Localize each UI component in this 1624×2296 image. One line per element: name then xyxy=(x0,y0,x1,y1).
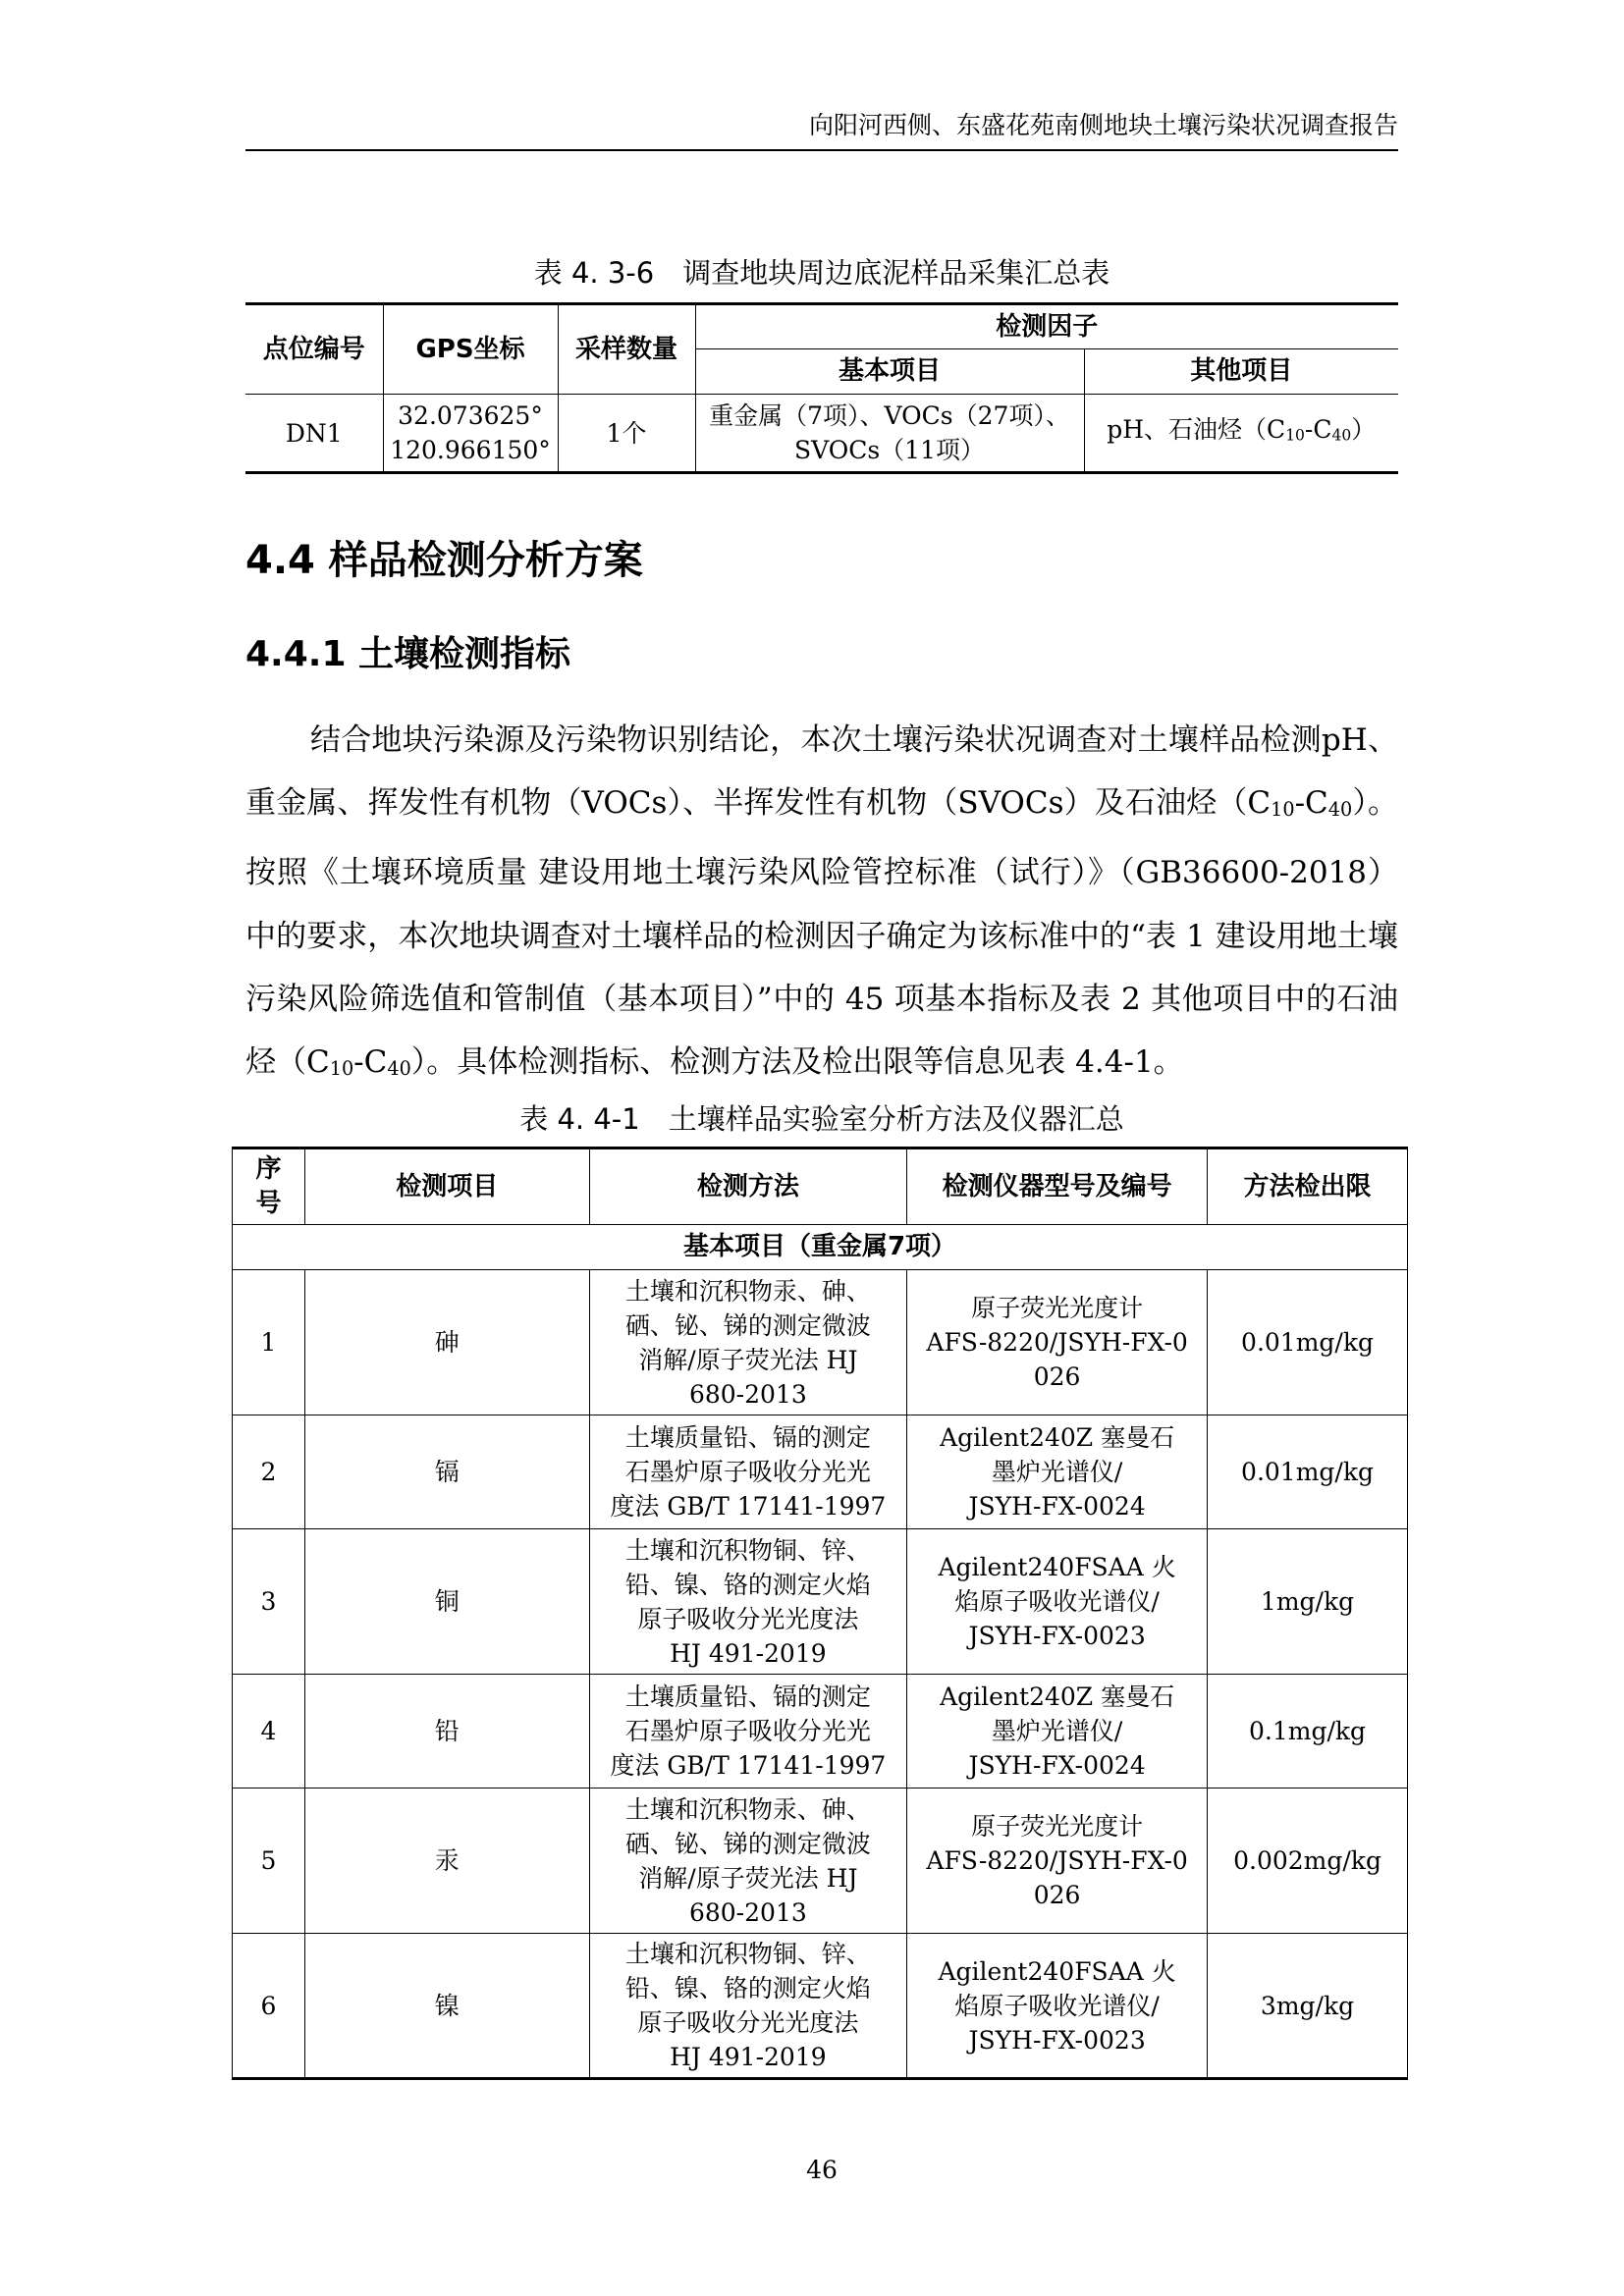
instrument-line: 026 xyxy=(1033,1881,1081,1909)
para-text-3: ）。按照《土壤环境质量 建设用地土壤污染风险管控标准（试行）》（GB36600-2018）中的要求，本次地块调查对土壤样品的检测因子确定为该标准中的“表 1 建设用地土壤污染风险筛选值和管制值（基本项目）”中的 45 项基本指标及表 2 其他项目中的石油烃（C xyxy=(245,785,1398,1081)
method-line: 硒、铋、锑的测定微波 xyxy=(624,1310,871,1340)
cell-item: 铜 xyxy=(304,1529,589,1675)
method-line: 土壤和沉积物铜、锌、 xyxy=(624,1940,871,1968)
cell-item: 镉 xyxy=(304,1415,589,1529)
method-line: 度法 GB/T 17141-1997 xyxy=(610,1751,887,1780)
cell-gps xyxy=(383,395,558,473)
running-header: 向阳河西侧、东盛花苑南侧地块土壤污染状况调查报告 xyxy=(808,111,1398,139)
cell-method xyxy=(589,1934,907,2079)
method-line: 度法 GB/T 17141-1997 xyxy=(610,1492,887,1521)
para-text-1: 结合地块污染源及污染物识别结论，本次土壤污染状况调查对土壤样品检测pH、重金属、挥发性有机物（VOCs）、半挥发性有机物（SVOCs）及石油烃（C xyxy=(245,722,1398,822)
method-line: 铅、镍、铬的测定火焰 xyxy=(624,1570,871,1599)
table-4-3-6-caption: 表 4. 3-6 调查地块周边底泥样品采集汇总表 xyxy=(533,256,1110,290)
method-line: 消解/原子荧光法 HJ xyxy=(638,1863,858,1893)
cell-instrument xyxy=(907,1675,1208,1789)
instrument-line: 墨炉光谱仪/ xyxy=(991,1717,1123,1745)
header-no-line-1: 序 xyxy=(255,1154,282,1184)
para-text-4: -C xyxy=(353,1044,388,1081)
instrument-line: 焰原子吸收光谱仪/ xyxy=(954,1991,1160,2020)
cell-item: 铅 xyxy=(304,1675,589,1789)
cell-limit: 1mg/kg xyxy=(1208,1529,1408,1675)
cell-item: 汞 xyxy=(304,1789,589,1934)
header-limit: 方法检出限 xyxy=(1208,1148,1408,1225)
instrument-line: 原子荧光光度计 xyxy=(971,1812,1144,1841)
gps-lat: 32.073625° xyxy=(398,401,543,430)
instrument-line: AFS-8220/JSYH-FX-0 xyxy=(926,1846,1188,1875)
cell-instrument xyxy=(907,1529,1208,1675)
method-line: 铅、镍、铬的测定火焰 xyxy=(624,1974,871,2002)
cell-instrument xyxy=(907,1789,1208,1934)
cell-item: 镍 xyxy=(304,1934,589,2079)
cell-no: 1 xyxy=(233,1270,305,1415)
body-paragraph xyxy=(245,709,1398,1101)
header-sample-count: 采样数量 xyxy=(558,304,695,395)
cell-method xyxy=(589,1415,907,1529)
lab-table-body xyxy=(233,1270,1408,2079)
header-point-id: 点位编号 xyxy=(245,304,383,395)
header-basic-items: 基本项目 xyxy=(695,349,1084,395)
table-row xyxy=(233,1789,1408,1934)
para-sub-3: 10 xyxy=(329,1057,354,1081)
method-line: 土壤和沉积物汞、砷、 xyxy=(624,1794,871,1824)
section-heading-4-4: 4.4 样品检测分析方案 xyxy=(245,538,643,583)
cell-method xyxy=(589,1675,907,1789)
cell-limit: 3mg/kg xyxy=(1208,1934,1408,2079)
cell-method xyxy=(589,1529,907,1675)
header-no xyxy=(233,1148,305,1225)
instrument-line: JSYH-FX-0023 xyxy=(968,2025,1146,2055)
cell-instrument xyxy=(907,1415,1208,1529)
instrument-line: 墨炉光谱仪/ xyxy=(991,1458,1123,1486)
instrument-line: Agilent240FSAA 火 xyxy=(938,1956,1176,1986)
cell-instrument xyxy=(907,1270,1208,1415)
cell-count: 1个 xyxy=(558,395,695,473)
method-line: 消解/原子荧光法 HJ xyxy=(638,1345,858,1374)
instrument-line: Agilent240Z 塞曼石 xyxy=(940,1423,1175,1452)
table-row xyxy=(233,1270,1408,1415)
table-row xyxy=(233,1529,1408,1675)
other-text-3: ） xyxy=(1351,415,1377,445)
other-text-1: pH、石油烃（C xyxy=(1107,415,1286,445)
section-heading-4-4-1: 4.4.1 土壤检测指标 xyxy=(245,634,571,674)
method-line: HJ 491-2019 xyxy=(670,2043,827,2071)
basic-line-1: 重金属（7项）、VOCs（27项）、 xyxy=(709,401,1070,430)
header-rule xyxy=(245,149,1398,151)
method-line: 石墨炉原子吸收分光光 xyxy=(624,1458,871,1486)
cell-other xyxy=(1084,395,1398,473)
header-other-items: 其他项目 xyxy=(1084,349,1398,395)
method-line: 680-2013 xyxy=(688,1379,807,1409)
table-row xyxy=(233,1934,1408,2079)
other-sub-1: 10 xyxy=(1285,426,1305,445)
para-sub-2: 40 xyxy=(1327,798,1353,822)
instrument-line: 原子荧光光度计 xyxy=(971,1294,1144,1322)
cell-no: 2 xyxy=(233,1415,305,1529)
sediment-sample-table xyxy=(245,302,1398,474)
other-text-2: -C xyxy=(1304,415,1332,445)
method-line: 土壤质量铅、镉的测定 xyxy=(624,1423,871,1452)
cell-item: 砷 xyxy=(304,1270,589,1415)
gps-lon: 120.966150° xyxy=(390,436,551,464)
method-line: 石墨炉原子吸收分光光 xyxy=(624,1717,871,1745)
method-line: 硒、铋、锑的测定微波 xyxy=(624,1829,871,1858)
instrument-line: 焰原子吸收光谱仪/ xyxy=(954,1587,1160,1616)
header-no-line-2: 号 xyxy=(255,1189,282,1218)
instrument-line: JSYH-FX-0023 xyxy=(968,1622,1146,1650)
cell-no: 5 xyxy=(233,1789,305,1934)
header-method: 检测方法 xyxy=(589,1148,907,1225)
header-gps: GPS坐标 xyxy=(383,304,558,395)
cell-method xyxy=(589,1789,907,1934)
cell-limit: 0.01mg/kg xyxy=(1208,1270,1408,1415)
cell-no: 4 xyxy=(233,1675,305,1789)
instrument-line: Agilent240Z 塞曼石 xyxy=(940,1682,1175,1711)
instrument-line: AFS-8220/JSYH-FX-0 xyxy=(926,1328,1188,1357)
cell-basic xyxy=(695,395,1084,473)
method-line: 原子吸收分光光度法 xyxy=(637,1604,859,1633)
category-row: 基本项目（重金属7项） xyxy=(233,1225,1408,1270)
para-sub-1: 10 xyxy=(1271,798,1295,822)
para-text-2: -C xyxy=(1294,785,1328,822)
header-instrument: 检测仪器型号及编号 xyxy=(907,1148,1208,1225)
cell-method xyxy=(589,1270,907,1415)
header-item: 检测项目 xyxy=(304,1148,589,1225)
instrument-line: JSYH-FX-0024 xyxy=(968,1492,1146,1521)
header-factors: 检测因子 xyxy=(695,304,1398,349)
lab-analysis-table xyxy=(232,1147,1408,2080)
basic-line-2: SVOCs（11项） xyxy=(793,436,985,464)
cell-instrument xyxy=(907,1934,1208,2079)
table-row xyxy=(233,1675,1408,1789)
method-line: 土壤和沉积物铜、锌、 xyxy=(624,1535,871,1565)
instrument-line: 026 xyxy=(1033,1362,1081,1391)
method-line: 土壤质量铅、镉的测定 xyxy=(624,1682,871,1711)
method-line: HJ 491-2019 xyxy=(670,1638,827,1668)
method-line: 原子吸收分光光度法 xyxy=(637,2008,859,2037)
instrument-line: JSYH-FX-0024 xyxy=(968,1751,1146,1780)
cell-limit: 0.01mg/kg xyxy=(1208,1415,1408,1529)
cell-no: 6 xyxy=(233,1934,305,2079)
cell-limit: 0.1mg/kg xyxy=(1208,1675,1408,1789)
method-line: 680-2013 xyxy=(688,1897,807,1927)
para-sub-4: 40 xyxy=(387,1057,411,1081)
table-4-4-1-caption: 表 4. 4-1 土壤样品实验室分析方法及仪器汇总 xyxy=(519,1102,1124,1136)
cell-no: 3 xyxy=(233,1529,305,1675)
cell-limit: 0.002mg/kg xyxy=(1208,1789,1408,1934)
other-sub-2: 40 xyxy=(1331,426,1352,445)
para-text-5: ）。具体检测指标、检测方法及检出限等信息见表 4.4-1。 xyxy=(410,1044,1184,1081)
method-line: 土壤和沉积物汞、砷、 xyxy=(624,1276,871,1306)
table-row xyxy=(233,1415,1408,1529)
page-number: 46 xyxy=(806,2156,838,2184)
instrument-line: Agilent240FSAA 火 xyxy=(938,1553,1176,1581)
cell-point-id: DN1 xyxy=(245,395,383,473)
